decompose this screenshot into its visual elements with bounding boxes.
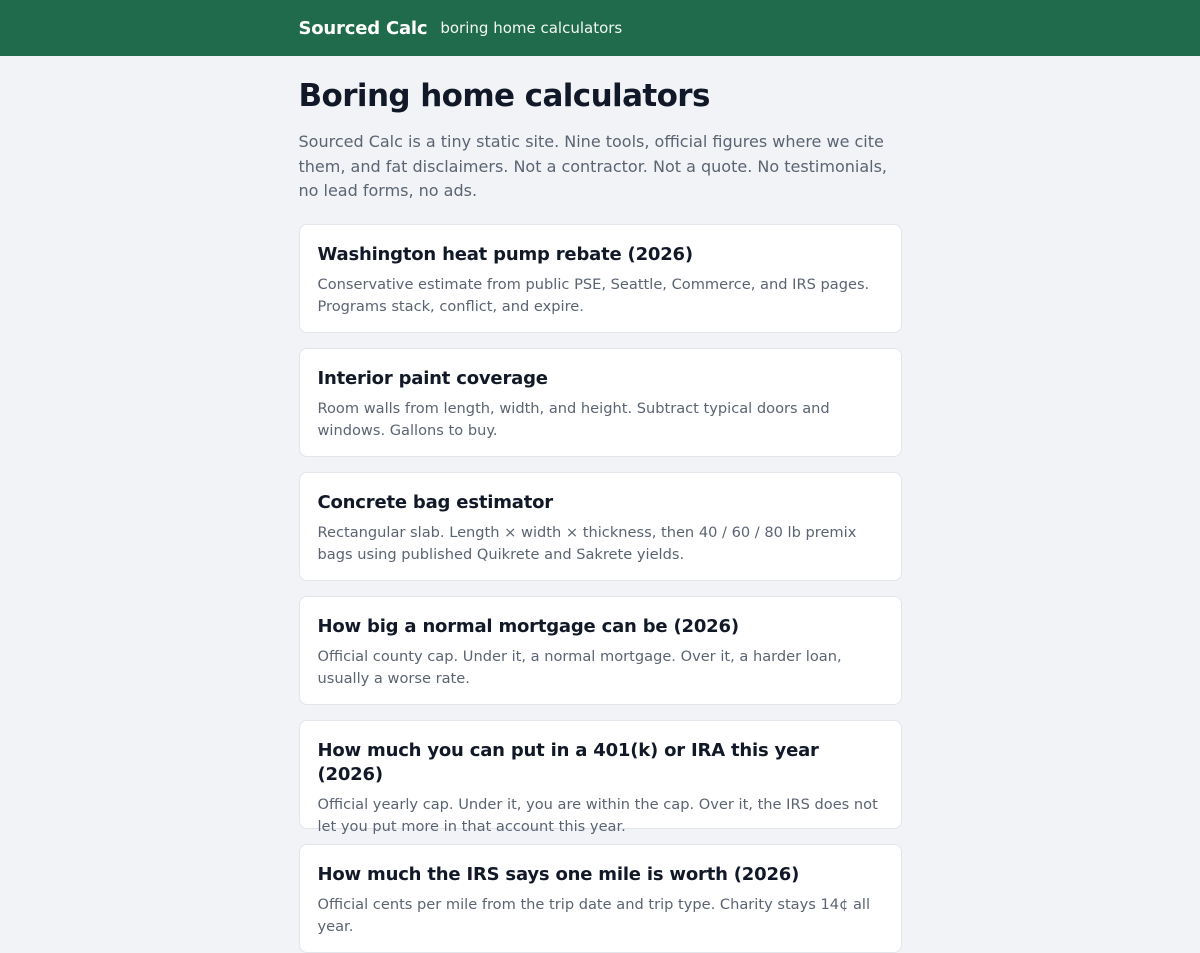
main-content <box>299 56 902 953</box>
site-header <box>0 0 1200 56</box>
calculator-card-mileage-rate[interactable] <box>299 844 902 953</box>
site-tagline: boring home calculators <box>440 19 623 37</box>
header-inner <box>299 0 902 56</box>
brand-link[interactable]: Sourced Calc <box>298 17 428 39</box>
card-title: How much the IRS says one mile is worth (2026) <box>317 863 800 885</box>
card-title: How much you can put in a 401(k) or IRA this year (2026) <box>317 739 819 785</box>
card-description: Official cents per mile from the trip date and trip type. Charity stays 14¢ all year. <box>317 895 871 935</box>
intro-text: Sourced Calc is a tiny static site. Nine tools, official figures where we cite them, and fat disclaimers. Not a contractor. Not a quote. No testimonials, no lead forms, no ads. <box>298 132 888 200</box>
calculator-card-heat-pump-rebate[interactable] <box>299 224 902 333</box>
card-description: Rectangular slab. Length × width × thickness, then 40 / 60 / 80 lb premix bags using published Quikrete and Sakrete yields. <box>317 523 857 563</box>
card-description: Official yearly cap. Under it, you are within the cap. Over it, the IRS does not let you put more in that account this year. <box>317 795 878 835</box>
calculator-list <box>299 224 902 953</box>
card-title: Washington heat pump rebate (2026) <box>317 243 693 265</box>
card-title: Concrete bag estimator <box>317 491 553 513</box>
card-title: How big a normal mortgage can be (2026) <box>317 615 739 637</box>
calculator-card-paint-coverage[interactable] <box>299 348 902 457</box>
calculator-card-concrete-bags[interactable] <box>299 472 902 581</box>
calculator-card-retirement-limit[interactable] <box>299 720 902 835</box>
card-title: Interior paint coverage <box>317 367 548 389</box>
card-description: Conservative estimate from public PSE, Seattle, Commerce, and IRS pages. Programs stack, conflict, and expire. <box>317 275 870 315</box>
calculator-card-mortgage-limit[interactable] <box>299 596 902 705</box>
card-description: Room walls from length, width, and height. Subtract typical doors and windows. Gallons to buy. <box>317 399 830 439</box>
page-title: Boring home calculators <box>298 78 710 114</box>
card-description: Official county cap. Under it, a normal mortgage. Over it, a harder loan, usually a worse rate. <box>317 647 842 687</box>
